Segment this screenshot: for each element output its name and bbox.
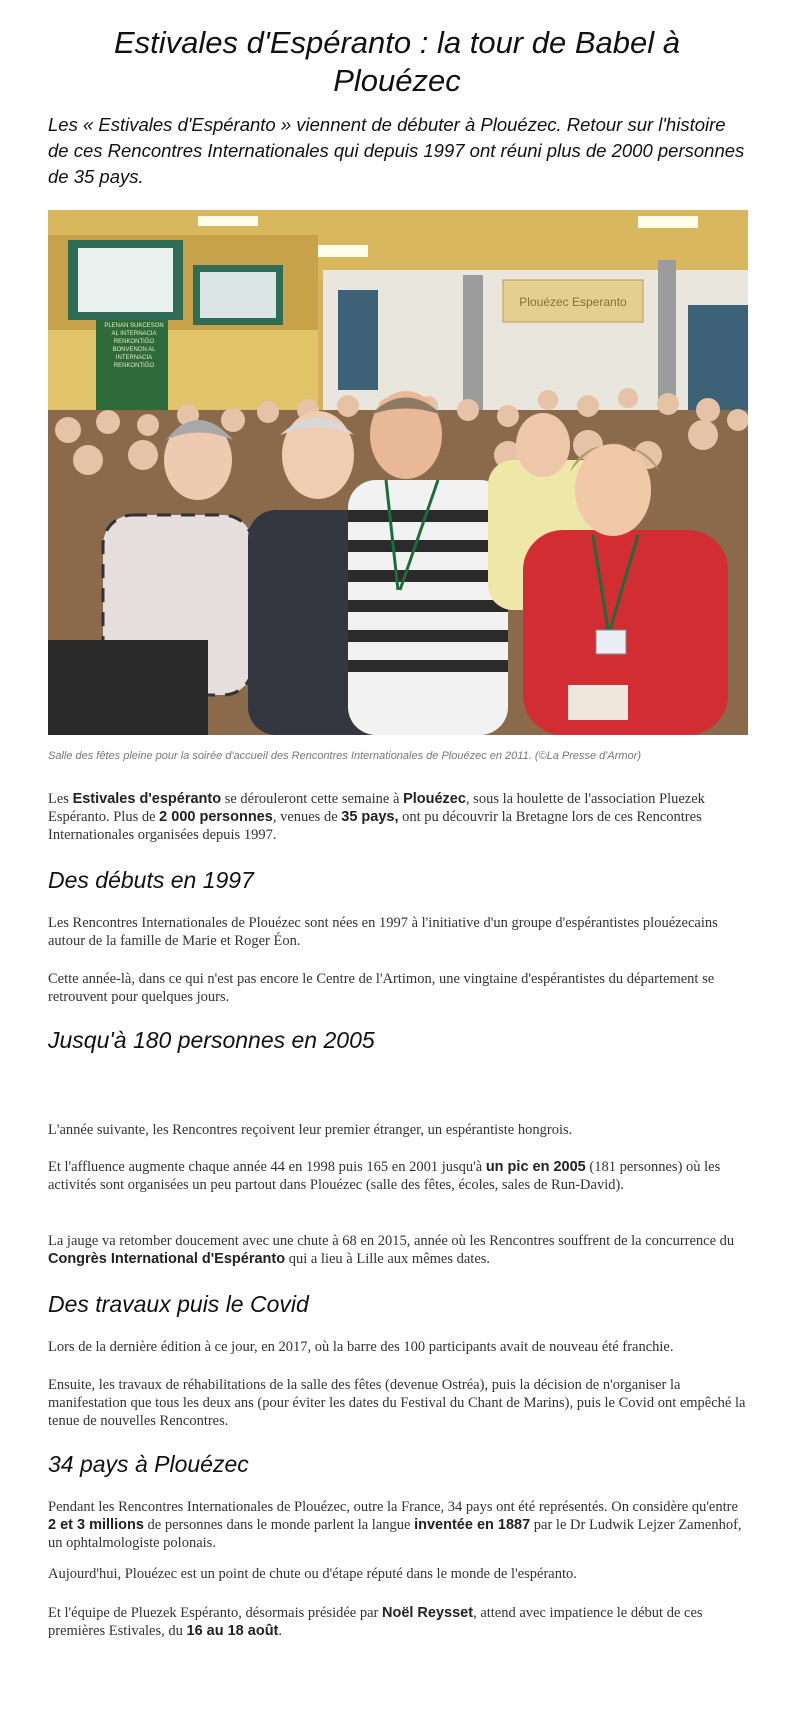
section-debuts-p1: Les Rencontres Internationales de Plouézec sont nées en 1997 à l'initiative d'un groupe d'espérantistes plouézecains autour de la famille de Marie et Roger Éon. xyxy=(48,915,718,949)
section-heading-34-pays: 34 pays à Plouézec xyxy=(48,1451,249,1477)
section-180-p3: La jauge va retomber doucement avec une chute à 68 en 2015, année où les Rencontres souffrent de la concurrence du Congrès International d'Espéranto qui a lieu à Lille aux mêmes dates. xyxy=(48,1233,735,1267)
article-photo xyxy=(48,210,748,735)
photo-caption: Salle des fêtes pleine pour la soirée d'accueil des Rencontres Internationales de Plouézec en 2011. (©La Presse d'Armor) xyxy=(48,750,641,762)
section-34-pays-p1: Pendant les Rencontres Internationales de Plouézec, outre la France, 34 pays ont été représentés. On considère qu'entre 2 et 3 millions de personnes dans le monde parlent la langue inventée en 1887 par le Dr Ludwik Lejzer Zamenhof, un ophtalmologiste polonais. xyxy=(48,1499,742,1551)
section-34-pays-p3: Et l'équipe de Pluezek Espéranto, désormais présidée par Noël Reysset, attend avec impatience le début de ces premières Estivales, du 16 au 18 août. xyxy=(48,1605,703,1639)
section-180-p2: Et l'affluence augmente chaque année 44 en 1998 puis 165 en 2001 jusqu'à un pic en 2005 (181 personnes) où les activités sont organisées un peu partout dans Plouézec (salle des fêtes, écoles, sales de Run-David). xyxy=(48,1159,721,1193)
banner-text: Plouézec Esperanto xyxy=(519,295,627,309)
section-180-p1: L'année suivante, les Rencontres reçoivent leur premier étranger, un espérantiste hongrois. xyxy=(48,1122,573,1138)
article-title: Estivales d'Espéranto : la tour de Babel à Plouézec xyxy=(114,25,680,98)
section-debuts-p2: Cette année-là, dans ce qui n'est pas encore le Centre de l'Artimon, une vingtaine d'espérantistes du département se retrouvent pour quelques jours. xyxy=(48,971,715,1005)
section-travaux-p1: Lors de la dernière édition à ce jour, en 2017, où la barre des 100 participants avait de nouveau été franchie. xyxy=(48,1339,674,1355)
article-lede: Les « Estivales d'Espéranto » viennent de débuter à Plouézec. Retour sur l'histoire de ces Rencontres Internationales qui depuis 1997 ont réuni plus de 2000 personnes de 35 pays. xyxy=(48,114,745,187)
section-heading-180-personnes: Jusqu'à 180 personnes en 2005 xyxy=(48,1027,375,1053)
section-34-pays-p2: Aujourd'hui, Plouézec est un point de chute ou d'étape réputé dans le monde de l'espéranto. xyxy=(48,1566,577,1582)
intro-paragraph: Les Estivales d'espéranto se dérouleront cette semaine à Plouézec, sous la houlette de l'association Pluezek Espéranto. Plus de 2 000 personnes, venues de 35 pays, ont pu découvrir la Bretagne lors de ces Rencontres Internationales organisées depuis 1997. xyxy=(48,791,705,843)
crowd-photo-illustration xyxy=(48,210,748,735)
section-heading-debuts: Des débuts en 1997 xyxy=(48,867,254,893)
section-travaux-p2: Ensuite, les travaux de réhabilitations de la salle des fêtes (devenue Ostréa), puis la décision de n'organiser la manifestation que tous les deux ans (pour éviter les dates du Festival du Chant de Marins), puis le Covid ont empêché la tenue de nouvelles Rencontres. xyxy=(48,1377,746,1429)
section-heading-travaux-covid: Des travaux puis le Covid xyxy=(48,1291,309,1317)
flag-text: PLENAN SUKCESON AL INTERNACIA RENKONTIĜO BONVENON AL INTERNACIA RENKONTIĜO xyxy=(104,323,164,369)
